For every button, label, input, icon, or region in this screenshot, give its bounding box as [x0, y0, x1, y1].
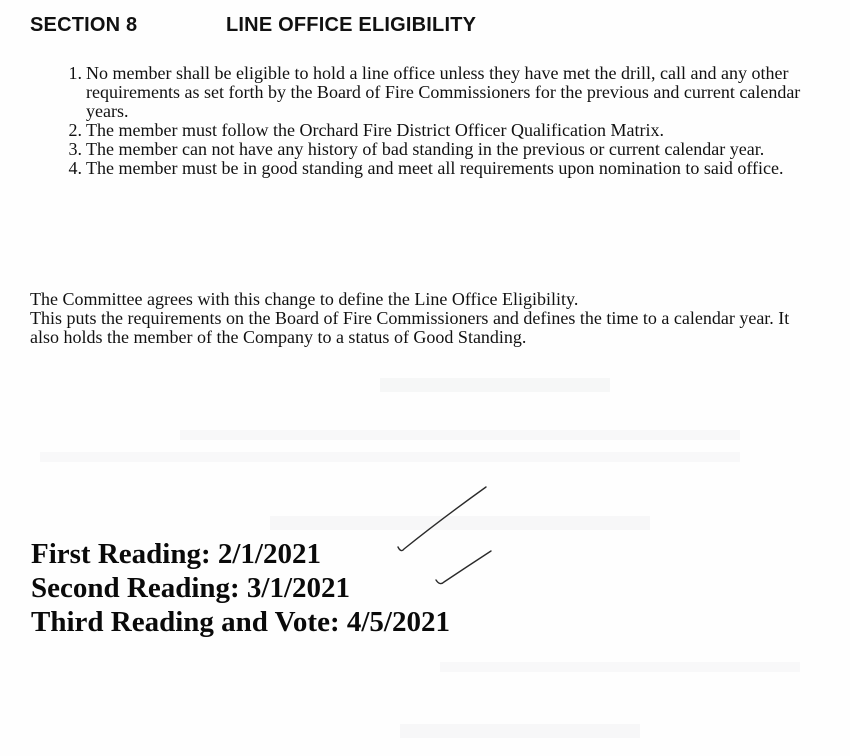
list-item: [48, 159, 828, 178]
section-number: SECTION 8: [30, 14, 138, 36]
second-reading: Second Reading: 3/1/2021: [31, 572, 351, 604]
committee-statement: [30, 290, 820, 347]
list-item: [48, 64, 828, 121]
list-item: [48, 140, 828, 159]
first-reading: First Reading: 2/1/2021: [31, 538, 321, 570]
bleed-through-shadow: [380, 378, 610, 392]
section-header: [30, 14, 476, 37]
item-text: The member must follow the Orchard Fire District Officer Qualification Matrix.: [86, 120, 664, 140]
committee-line-1: The Committee agrees with this change to define the Line Office Eligibility.: [30, 289, 579, 309]
item-text: No member shall be eligible to hold a line office unless they have met the drill, call and any other requirements as set forth by the Board of Fire Commissioners for the previous and current calendar years.: [86, 63, 801, 121]
third-reading: Third Reading and Vote: 4/5/2021: [31, 606, 450, 638]
committee-line-2: This puts the requirements on the Board of Fire Commissioners and defines the time to a calendar year. It also holds the member of the Company to a status of Good Standing.: [30, 308, 790, 347]
bleed-through-shadow: [40, 452, 740, 462]
item-number: 1.: [68, 63, 82, 83]
readings-block: [31, 537, 450, 639]
list-item: [48, 121, 828, 140]
item-number: 2.: [68, 120, 82, 140]
item-number: 4.: [68, 158, 82, 178]
requirements-list: [48, 64, 828, 178]
item-text: The member must be in good standing and meet all requirements upon nomination to said office.: [86, 158, 784, 178]
item-text: The member can not have any history of bad standing in the previous or current calendar year.: [86, 139, 765, 159]
section-title: LINE OFFICE ELIGIBILITY: [226, 14, 477, 36]
bleed-through-shadow: [180, 430, 740, 440]
item-number: 3.: [68, 139, 82, 159]
bleed-through-shadow: [270, 516, 650, 530]
bleed-through-shadow: [400, 724, 640, 738]
bleed-through-shadow: [440, 662, 800, 672]
